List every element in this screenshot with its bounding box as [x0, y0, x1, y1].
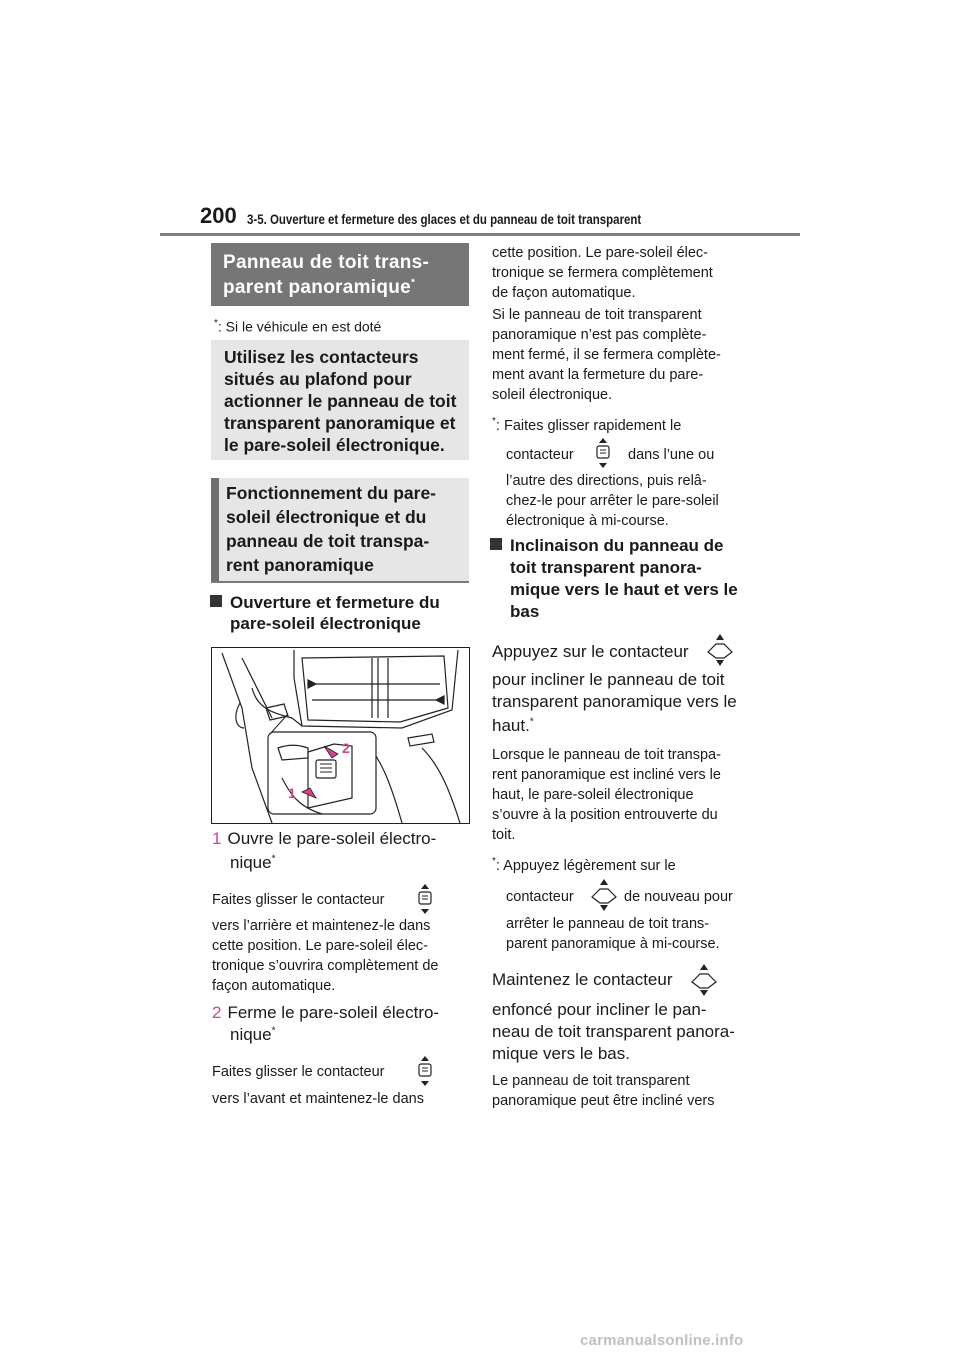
subheading-sunshade: Ouverture et fermeture du — [210, 593, 440, 613]
ceiling-illustration — [212, 648, 469, 823]
intro-line: Utilisez les contacteurs — [224, 347, 419, 367]
figure-label-2: 2 — [342, 740, 350, 756]
square-bullet-icon — [210, 595, 222, 607]
footnote-vehicle: *: Si le véhicule en est doté — [214, 318, 382, 335]
paragraph-line: ment avant la fermeture du pare- — [492, 367, 704, 383]
footnote-line: de nouveau pour — [624, 889, 733, 905]
footnote-line: *: Faites glisser rapidement le — [492, 416, 682, 434]
item1-desc-line: cette position. Le pare-soleil élec- — [212, 938, 429, 954]
item1-title: 1 Ouvre le pare-soleil électro- — [212, 829, 437, 848]
intro-line: transparent panoramique et — [224, 413, 456, 433]
page-number: 200 — [200, 203, 237, 228]
heading-line: Panneau de toit trans- — [223, 252, 430, 273]
paragraph-line: panoramique n’est pas complète- — [492, 327, 707, 343]
item2-desc-line: Faites glisser le contacteur — [212, 1064, 385, 1080]
sunshade-switch-illustration — [211, 647, 470, 824]
heading-panoramic-roof — [211, 243, 469, 306]
item1-desc-line: tronique s’ouvrira complètement de — [212, 958, 439, 974]
heading-line: parent panoramique* — [223, 277, 416, 298]
square-bullet-icon — [490, 538, 502, 550]
step-text: pour incliner le panneau de toit — [492, 670, 725, 689]
step-text: haut.* — [492, 716, 534, 735]
footnote-line: *: Appuyez légèrement sur le — [492, 856, 676, 874]
subheading-tilt-cont: bas — [510, 602, 540, 621]
figure-label-1: 1 — [288, 785, 296, 801]
intro-line: situés au plafond pour — [224, 369, 412, 389]
tilt-switch-icon — [588, 879, 620, 911]
header-title: 3-5. Ouverture et fermeture des glaces et du panneau de toit transparent — [247, 211, 642, 227]
slide-switch-icon — [594, 438, 612, 468]
footnote-line: contacteur — [506, 447, 574, 463]
footnote-line: l’autre des directions, puis relâ- — [506, 473, 707, 489]
footnote-line: arrêter le panneau de toit trans- — [506, 916, 710, 932]
intro-line: le pare-soleil électronique. — [224, 435, 445, 455]
item1-desc-line: vers l’arrière et maintenez-le dans — [212, 918, 431, 934]
paragraph-line: cette position. Le pare-soleil élec- — [492, 245, 709, 261]
watermark: carmanualsonline.info — [580, 1332, 744, 1349]
footnote-line: contacteur — [506, 889, 574, 905]
footnote-line: parent panoramique à mi-course. — [506, 936, 720, 952]
intro-line: actionner le panneau de toit — [224, 391, 457, 411]
paragraph-line: Si le panneau de toit transparent — [492, 307, 702, 323]
subheading-tilt-cont: toit transparent panora- — [510, 558, 702, 577]
section-line: rent panoramique — [226, 555, 374, 575]
footnote-line: chez-le pour arrêter le pare-soleil — [506, 493, 719, 509]
item1-title-cont: nique* — [230, 853, 276, 872]
footnote-line: dans l’une ou — [628, 447, 715, 463]
header-rule — [160, 233, 800, 236]
step-text: mique vers le bas. — [492, 1044, 630, 1063]
subheading-tilt-cont: mique vers le haut et vers le — [510, 580, 738, 599]
slide-switch-icon — [416, 884, 434, 914]
item1-desc-line: façon automatique. — [212, 978, 336, 994]
tilt-switch-icon — [688, 964, 720, 996]
paragraph-line: de façon automatique. — [492, 285, 636, 301]
step-desc: panoramique peut être incliné vers — [492, 1093, 715, 1109]
slide-switch-icon — [416, 1056, 434, 1086]
item2-title: 2 Ferme le pare-soleil électro- — [212, 1003, 440, 1022]
section-line: Fonctionnement du pare- — [226, 483, 436, 503]
paragraph-line: ment fermé, il se fermera complète- — [492, 347, 721, 363]
paragraph-line: tronique se fermera complètement — [492, 265, 713, 281]
subheading-tilt: Inclinaison du panneau de — [490, 536, 723, 556]
section-box — [211, 478, 469, 583]
step-text: enfoncé pour incliner le pan- — [492, 1000, 707, 1019]
step-desc: Le panneau de toit transparent — [492, 1073, 690, 1089]
section-rule — [211, 581, 469, 583]
paragraph-line: soleil électronique. — [492, 387, 613, 403]
step-desc: Lorsque le panneau de toit transpa- — [492, 747, 721, 763]
item1-desc-line: Faites glisser le contacteur — [212, 892, 385, 908]
item2-title-cont: nique* — [230, 1025, 276, 1044]
step-desc: s’ouvre à la position entrouverte du — [492, 807, 718, 823]
step-desc: toit. — [492, 827, 516, 843]
step-text: Maintenez le contacteur — [492, 970, 673, 989]
section-line: soleil électronique et du — [226, 507, 427, 527]
step-text: Appuyez sur le contacteur — [492, 642, 689, 661]
item2-desc-line: vers l’avant et maintenez-le dans — [212, 1091, 424, 1107]
step-desc: haut, le pare-soleil électronique — [492, 787, 694, 803]
accent-bar — [211, 478, 219, 583]
intro-box — [211, 340, 469, 460]
footnote-line: électronique à mi-course. — [506, 513, 669, 529]
step-text: transparent panoramique vers le — [492, 692, 737, 711]
tilt-switch-icon — [704, 634, 736, 666]
section-line: panneau de toit transpa- — [226, 531, 430, 551]
subheading-sunshade-cont: pare-soleil électronique — [230, 614, 421, 633]
step-desc: rent panoramique est incliné vers le — [492, 767, 721, 783]
step-text: neau de toit transparent panora- — [492, 1022, 735, 1041]
